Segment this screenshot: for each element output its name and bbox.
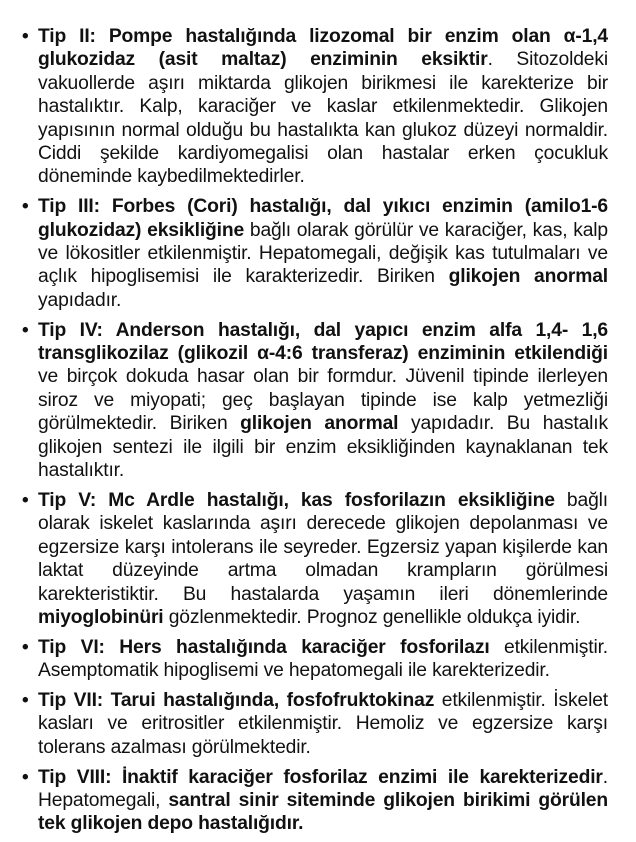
bullet-icon: •	[22, 766, 29, 788]
item-text: . Hepatomegali,	[38, 766, 608, 811]
bullet-icon: •	[22, 196, 29, 218]
item-text-bold: Tip II: Pompe hastalığında lizozomal bir enzim olan α-1,4 glukozidaz (asit maltaz) enziminin eksiktir	[38, 26, 608, 71]
item-text-bold: santral sinir siteminde glikojen birikimi görülen tek glikojen depo hastalığıdır.	[38, 789, 608, 835]
item-text-bold: miyoglobinüri	[38, 606, 164, 628]
bullet-icon: •	[22, 636, 29, 658]
list-item-tip-ii	[22, 25, 608, 189]
item-text-bold: Tip VI: Hers hastalığında karaciğer fosforilazı	[38, 636, 490, 658]
item-text-bold: Tip IV: Anderson hastalığı, dal yapıcı enzim alfa 1,4- 1,6 transglikozilaz (glikozil α-4:6 transferaz) enziminin etkilendiği	[38, 319, 608, 365]
bullet-icon: •	[22, 26, 29, 47]
item-text: bağlı olarak görülür ve karaciğer, kas, kalp ve lökositler etkilenmiştir. Hepatomegali, değişik kas tutulmaları ve açlık hipoglisemisi ile karakterizedir. Biriken	[38, 219, 608, 288]
list-item-tip-vii	[22, 689, 608, 759]
list-item-tip-viii	[22, 766, 608, 836]
list-item-tip-v	[22, 489, 608, 629]
item-text-bold: glikojen anormal	[240, 413, 399, 435]
bullet-icon: •	[22, 689, 29, 711]
item-text: yapıdadır. Bu hastalık glikojen sentezi ile ilgili bir enzim eksikliğinden kaynaklanan tek hastalıktır.	[38, 413, 608, 482]
item-text: etkilenmiştir. İskelet kasları ve eritrositler etkilenmiştir. Hemoliz ve egzersize karşı tolerans azalması görülmektedir.	[38, 689, 608, 758]
item-text-bold: Tip III: Forbes (Cori) hastalığı, dal yıkıcı enzimin (amilo1-6 glukozidaz) eksikliğine	[38, 196, 608, 241]
item-text-bold: Tip VII: Tarui hastalığında, fosfofruktokinaz	[38, 689, 435, 711]
item-text: bağlı olarak iskelet kaslarında aşırı derecede glikojen depolanması ve egzersize karşı intolerans ile seyreder. Egzersiz yapan kişilerde kan laktat düzeyinde artma olmadan krampların görülmesi karekteristiktir. Bu hastalarda yaşamın ileri dönemlerinde	[38, 489, 608, 605]
item-text: etkilenmiştir. Asemptomatik hipoglisemi ve hepatomegali ile karekterizedir.	[38, 636, 608, 682]
item-text-bold: Tip V: Mc Ardle hastalığı, kas fosforilazın eksikliğine	[38, 489, 555, 511]
bullet-icon: •	[22, 489, 29, 511]
list-item-tip-vi	[22, 636, 608, 683]
item-text-bold: glikojen anormal	[448, 266, 608, 288]
item-text: . Sitozoldeki vakuollerde aşırı miktarda glikojen birikmesi ile karekterize bir hastalıktır. Kalp, karaciğer ve kaslar etkilenmektedir. Glikojen yapısının normal olduğu bu hastalıkta kan glukoz düzeyi normaldir. Ciddi şekilde kardiyomegalisi olan hastalar erken çocukluk döneminde kaybedilmektedirler.	[38, 49, 608, 188]
item-text: yapıdadır.	[38, 289, 122, 311]
item-text-bold: Tip VIII: İnaktif karaciğer fosforilaz enzimi ile karekterizedir	[38, 766, 603, 788]
document-body	[22, 25, 608, 842]
bullet-icon: •	[22, 319, 29, 341]
item-text: gözlenmektedir. Prognoz genellikle oldukça iyidir.	[163, 606, 581, 628]
item-text: ve birçok dokuda hasar olan bir formdur. Jüvenil tipinde ilerleyen siroz ve miyopati; geç başlayan tipinde ise kalp yetmezliği görülmektedir. Biriken	[38, 366, 608, 435]
list-item-tip-iv	[22, 319, 608, 483]
list-item-tip-iii	[22, 195, 608, 312]
